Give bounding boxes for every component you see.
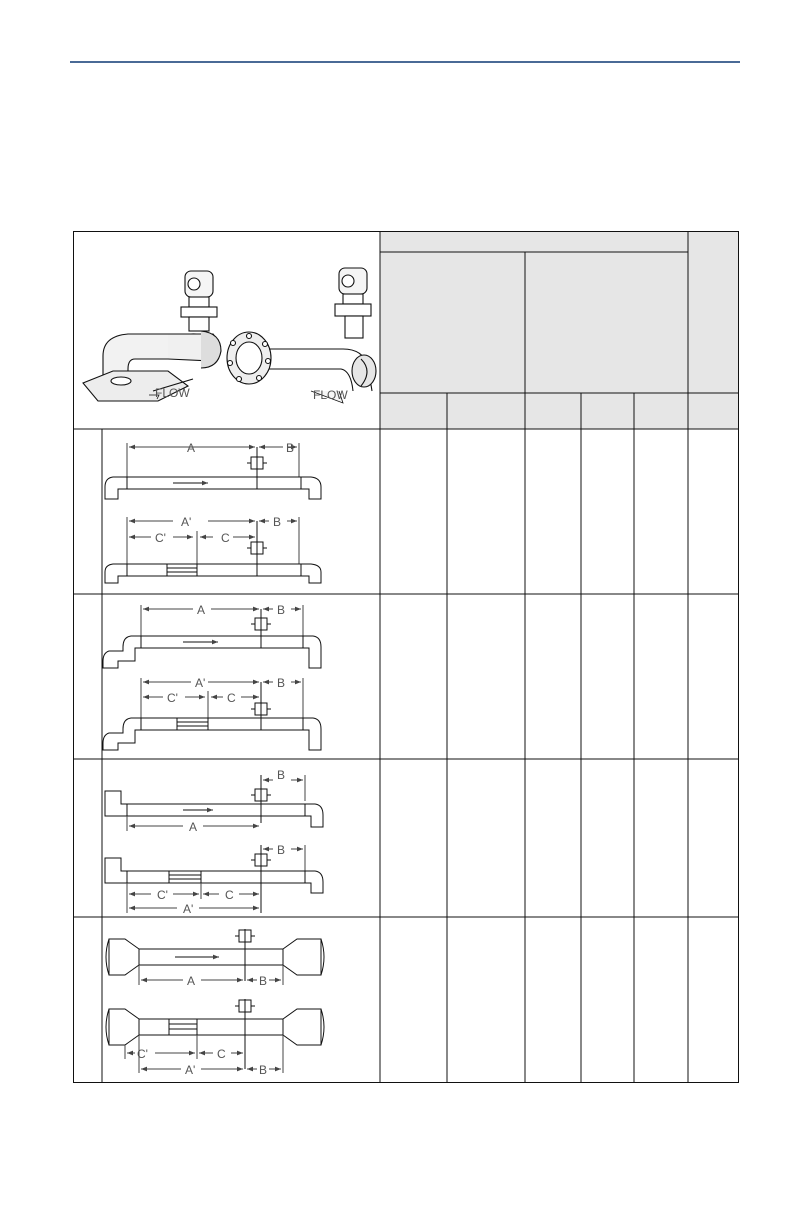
r1-top-label-b: B [286,441,295,455]
r4b-pipe [139,1019,283,1035]
r2-top-label-b: B [277,603,286,617]
r2b-flow-conditioner [177,718,208,730]
r3-bottom-label-c-prime: C' [157,888,168,902]
page-top-rule [70,61,740,63]
r3b-flow-conditioner [169,871,201,883]
r2-bottom-label-c-prime: C' [167,691,178,705]
r3-pipe [127,804,305,816]
r2-bottom-label-a-prime: A' [195,676,206,690]
r3-top-label-b: B [277,768,286,782]
r1b-pipe [127,564,301,576]
r1-bottom-label-c-prime: C' [155,531,166,545]
r1-pipe [127,477,301,489]
r1b-flow-conditioner [167,564,197,576]
r3-bottom-label-c: C [225,888,234,902]
diagram-row-4 [106,929,324,1077]
header-group-band [380,231,688,252]
diagram-row-3 [105,768,323,916]
r2-bottom-label-c: C [227,691,236,705]
r2-top-label-a: A [197,603,206,617]
r4-reducer-left [109,939,139,975]
r4-bottom-label-a-prime: A' [185,1063,196,1077]
header-subgroups [380,252,688,393]
diagram-row-2 [103,603,321,750]
straight-run-requirements-table [73,231,739,1083]
r3-bottom-label-a-prime: A' [183,902,194,916]
r4b-flow-conditioner [169,1019,197,1035]
r1-bottom-label-b: B [273,515,282,529]
header-right-column [688,231,739,393]
diagram-row-1 [105,441,321,583]
meter-installation-illustration [83,268,376,403]
r4-bottom-label-c: C [217,1047,226,1061]
r1-top-label-a: A [187,441,196,455]
r2b-pipe [141,718,303,730]
flow-label-left: FLOW [155,386,190,400]
r2-pipe [141,636,303,648]
flow-label-right: FLOW [313,388,348,402]
r1-bottom-label-c: C [221,531,230,545]
r4-bottom-label-b: B [259,1063,268,1077]
r1-bottom-label-a-prime: A' [181,515,192,529]
r4-top-label-a: A [187,974,196,988]
header-units-row [380,393,739,429]
r2-bottom-label-b: B [277,676,286,690]
r3b-pipe [127,871,305,883]
r3-bottom-label-b: B [277,843,286,857]
r4-bottom-label-c-prime: C' [137,1047,148,1061]
r4-expander-right [283,939,321,975]
r3-top-label-a: A [189,820,198,834]
r4-top-label-b: B [259,974,268,988]
